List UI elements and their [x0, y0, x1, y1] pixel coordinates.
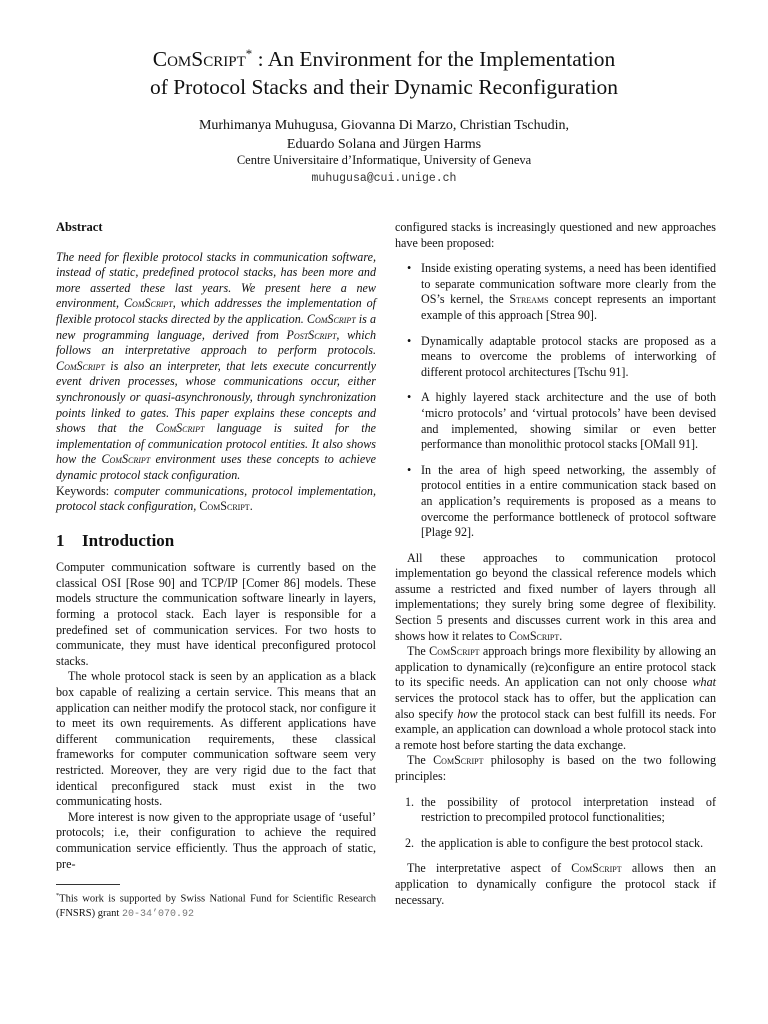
list-number: 2.	[405, 835, 415, 850]
bullet-icon: •	[407, 261, 412, 276]
title-line-1-text: : An Environment for the Implementation	[252, 47, 616, 72]
right-paragraph-2	[395, 644, 716, 753]
paragraph-text: The	[407, 753, 434, 768]
authors-line-1: Murhimanya Muhugusa, Giovanna Di Marzo, Christian Tschudin,	[198, 118, 570, 133]
list-item-text: Inside existing operating systems, a need has been identified to separate communication software more clearly from the OS’s kernel, the	[421, 261, 716, 307]
section-heading-introduction	[56, 530, 376, 550]
paragraph-text: The	[407, 644, 430, 659]
abstract-text: , which addresses the implementation of flexible protocol stacks directed by the application.	[56, 296, 376, 326]
list-item-text: A highly layered stack architecture and the use of both ‘micro protocols’ and ‘virtual protocols’ have been devised and implemented, showing similar or even better performance than monolithic protocol stacks [OMall 91].	[421, 390, 716, 452]
left-column	[56, 220, 376, 922]
section-number: 1	[56, 530, 65, 550]
bullet-icon: •	[407, 390, 412, 405]
keywords-text: computer communications, protocol implementation, protocol stack configuration,	[56, 483, 376, 514]
paragraph-text: allows then an application to dynamically configure the protocol stack if necessary.	[395, 861, 716, 907]
intro-paragraph-2: The whole protocol stack is seen by an application as a black box capable of realizing a certain service. This means that an application can neither modify the protocol stack, nor configure it to meet its own requirements. As different applications have different communication requirements, these classical frameworks for computer communication software seem very restricted. Moreover, they are very rigid due to the fact that identical preconfigured stack must exist in the two communicating hosts.	[56, 669, 376, 809]
title-line-2: of Protocol Stacks and their Dynamic Reconfiguration	[149, 75, 619, 100]
list-number: 1.	[405, 794, 415, 809]
principles-list	[395, 795, 716, 852]
right-paragraph-0: configured stacks is increasingly questioned and new approaches have been proposed:	[395, 220, 716, 250]
abstract-text: language is suited for the implementation of communication protocol entities. It also shows how the	[56, 421, 377, 467]
list-item-text: Dynamically adaptable protocol stacks are proposed as a means to overcome the problems of interworking of different protocol architectures [Tschu 91].	[421, 333, 716, 379]
paragraph-text: philosophy is based on the two following principles:	[395, 753, 716, 783]
abstract-text: The need for flexible protocol stacks in communication software, instead of static, predefined protocol stacks, has been more and more asserted these last years. We present here a new environment,	[56, 249, 376, 311]
paragraph-sc: ComScript	[433, 753, 484, 768]
right-paragraph-1	[395, 551, 716, 645]
footnote	[56, 889, 376, 922]
title-comscript: ComScript	[152, 47, 246, 72]
title-footnote-marker: *	[245, 47, 253, 61]
list-item-text: In the area of high speed networking, the assembly of protocol entities in a entire communication stack based on an application’s requirements is proposed as a means to overcome the performance bottleneck of protocol software [Plage 92].	[421, 462, 716, 540]
list-item	[395, 334, 716, 381]
keywords-label: Keywords:	[56, 483, 115, 498]
footnote-grant-number: 20-34’070.92	[121, 908, 194, 920]
right-paragraph-4	[395, 861, 716, 908]
list-item-text: concept represents an important example of this approach [Strea 90].	[421, 292, 716, 322]
list-item	[395, 795, 716, 826]
bullet-icon: •	[407, 333, 412, 348]
affiliation: Centre Universitaire d’Informatique, University of Geneva	[236, 153, 532, 167]
paragraph-text: approach brings more flexibility by allowing an application to dynamically (re)configure an entire protocol stack to its specific needs. An application can not only choose	[395, 644, 717, 690]
section-title: Introduction	[82, 530, 175, 550]
abstract-body	[56, 250, 376, 484]
author-list	[60, 116, 708, 154]
footnote-rule	[56, 884, 120, 885]
footnote-text: This work is supported by Swiss National Fund for Scientific Research (FNSRS) grant	[56, 893, 376, 919]
paper-title	[60, 40, 708, 101]
keywords-end: .	[249, 499, 253, 514]
list-item	[395, 261, 716, 323]
list-item	[395, 390, 716, 452]
approaches-list	[395, 261, 716, 541]
right-column	[395, 220, 716, 908]
paragraph-sc: ComScript	[429, 644, 480, 659]
paragraph-emphasis: what	[692, 675, 716, 690]
paragraph-sc: ComScript	[508, 628, 560, 643]
abstract-text: environment uses these concepts to achieve dynamic protocol stack configuration.	[56, 452, 377, 482]
paragraph-text: the protocol stack can best fulfill its needs. For example, an application can download a whole protocol stack into a remote host before starting the data exchange.	[395, 706, 716, 752]
right-paragraph-3	[395, 753, 716, 784]
list-item	[395, 836, 716, 852]
abstract-sc: ComScript	[306, 311, 356, 326]
list-item-sc: Streams	[509, 292, 549, 307]
abstract-text: is a new programming language, derived from	[56, 311, 376, 342]
keywords-sc: ComScript	[199, 499, 250, 514]
paragraph-emphasis: how	[457, 706, 478, 721]
footnote-marker: *	[56, 892, 60, 900]
bullet-icon: •	[407, 462, 412, 477]
abstract-sc: ComScript	[56, 358, 105, 373]
intro-paragraph-1: Computer communication software is currently based on the classical OSI [Rose 90] and TCP/IP [Comer 86] models. These models structure the communication software linearly in layers, forming a protocol stack. Each layer is responsible for a predefined set of communication services. For two hosts to communicate, they must have identical preconfigured protocol stacks.	[56, 560, 376, 668]
abstract-sc: ComScript	[123, 296, 173, 311]
intro-paragraph-3: More interest is now given to the appropriate usage of ‘useful’ protocols; i.e, their configuration to achieve the required communication service efficiently. Thus the approach of static, pre-	[56, 809, 376, 871]
list-item-text: the application is able to configure the best protocol stack.	[421, 835, 704, 850]
title-line-1	[60, 40, 708, 73]
abstract-text: is also an interpreter, that lets execute concurrently event driven processes, whose communications occur, either synchronously or quasi-asynchronously, through synchronization points linked to gates. This paper explains these concepts and shows that the	[56, 358, 376, 436]
abstract-text: , which follows an interpretative approach to perform protocols.	[56, 327, 376, 358]
authors-line-2: Eduardo Solana and Jürgen Harms	[286, 137, 482, 152]
paragraph-text: The interpretative aspect of	[407, 861, 572, 876]
paragraph-text: services the protocol stack has to offer, but the application can also specify	[395, 691, 716, 721]
list-item-text: the possibility of protocol interpretation instead of restriction to precompiled protocol functionalities;	[421, 794, 716, 825]
abstract-sc: PostScript	[286, 327, 337, 342]
author-email: muhugusa@cui.unige.ch	[311, 172, 457, 185]
paragraph-text: All these approaches to communication protocol implementation go beyond the classical reference models which assume a restricted and fixed number of layers through all implementations; they surely bring some degree of flexibility. Section 5 presents and discusses current work in this area and shows how it relates to	[395, 550, 716, 643]
paragraph-sc: ComScript	[571, 861, 622, 876]
paragraph-text: .	[559, 628, 563, 643]
keywords	[56, 484, 376, 515]
abstract-sc: ComScript	[155, 421, 205, 436]
abstract-heading: Abstract	[56, 220, 103, 234]
list-item	[395, 463, 716, 541]
abstract-sc: ComScript	[101, 452, 151, 467]
